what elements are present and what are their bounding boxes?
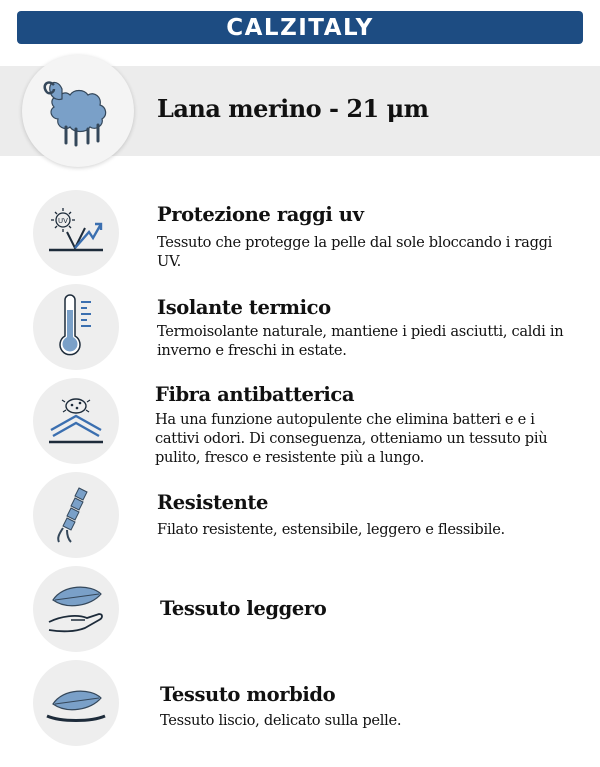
feature-title: Tessuto morbido	[160, 683, 336, 706]
feature-icon-circle	[33, 190, 119, 276]
feature-text: Filato resistente, estensibile, leggero e flessibile.	[157, 521, 505, 538]
uv-badge-text: UV	[58, 217, 68, 225]
feature-icon-circle	[33, 378, 119, 464]
feather-surface-icon	[41, 668, 111, 738]
rope-icon	[41, 480, 111, 550]
feature-title: Protezione raggi uv	[157, 203, 364, 226]
feature-icon-circle	[33, 566, 119, 652]
feature-text: Tessuto liscio, delicato sulla pelle.	[160, 712, 402, 729]
feature-icon-circle	[33, 472, 119, 558]
hero-title: Lana merino - 21 μm	[157, 94, 429, 123]
antibacterial-icon	[41, 386, 111, 456]
thermometer-icon	[41, 292, 111, 362]
feature-icon-circle	[33, 284, 119, 370]
sheep-icon	[36, 69, 120, 153]
feature-title: Fibra antibatterica	[155, 383, 355, 406]
hero-icon-circle	[22, 55, 134, 167]
feature-title: Isolante termico	[157, 296, 331, 319]
feature-text: Tessuto che protegge la pelle dal sole bloccando i raggi UV.	[157, 234, 553, 270]
uv-protection-icon	[41, 198, 111, 268]
feature-text: Termoisolante naturale, mantiene i piedi asciutti, caldi in inverno e freschi in estate.	[157, 323, 564, 359]
feather-hand-icon	[41, 574, 111, 644]
feature-text: Ha una funzione autopulente che elimina batteri e e i cattivi odori. Di conseguenza, otteniamo un tessuto più pulito, fresco e resistente più a lungo.	[155, 411, 548, 466]
feature-icon-circle	[33, 660, 119, 746]
brand-header	[17, 11, 583, 44]
brand-name: CALZITALY	[226, 14, 374, 41]
feature-title: Tessuto leggero	[160, 597, 327, 620]
feature-title: Resistente	[157, 491, 268, 514]
